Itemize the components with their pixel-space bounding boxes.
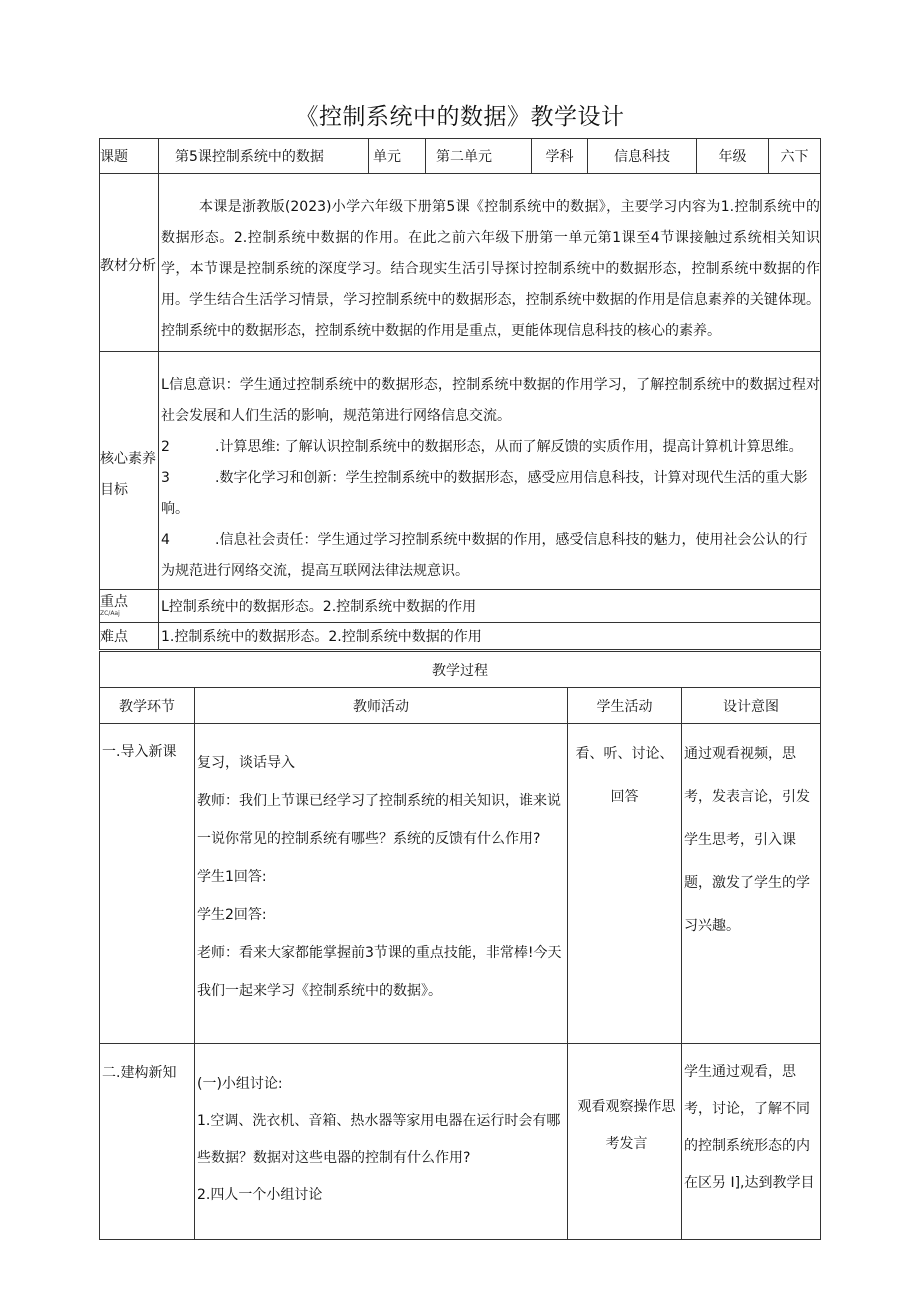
core-item-3: 3 .数字化学习和创新：学生控制系统中的数据形态，感受应用信息科技，计算对现代生活的重大影响。 [161, 470, 808, 517]
process-header: 教学过程 [100, 652, 821, 688]
info-table [99, 138, 821, 650]
col-teacher-header: 教师活动 [195, 688, 568, 724]
stage2-student: 观看观察操作思考发言 [568, 1044, 682, 1240]
stage1-teacher: 复习，谈话导入 教师：我们上节课已经学习了控制系统的相关知识，谁来说一说你常见的控制系统有哪些？系统的反馈有什么作用? 学生1回答: 学生2回答: 老师：看来大家都能掌握前3节课的重点技能，非常棒!今天我们一起来学习《控制系统中的数据》。 [195, 724, 568, 1044]
stage1-intent: 通过观看视频，思考，发表言论，引发学生思考，引入课题，激发了学生的学习兴趣。 [682, 724, 821, 1044]
core-text-cell [159, 352, 821, 590]
key-label-cell: 重点 ZC/Aaj [100, 590, 159, 623]
core-item-1: L信息意识：学生通过控制系统中的数据形态，控制系统中数据的作用学习，了解控制系统中的数据过程对社会发展和人们生活的影响，规范第进行网络信息交流。 [161, 377, 820, 424]
grade-value-cell: 六下 [769, 139, 821, 174]
stage2-teacher: (一)小组讨论: 1.空调、洗衣机、音箱、热水器等家用电器在运行时会有哪些数据？数据对这些电器的控制有什么作用? 2.四人一个小组讨论 [195, 1044, 568, 1240]
col-student-header: 学生活动 [568, 688, 682, 724]
unit-value-cell: 第二单元 [426, 139, 532, 174]
difficult-label-cell: 难点 [100, 623, 159, 650]
core-item-2: 2 .计算思维: 了解认识控制系统中的数据形态，从而了解反馈的实质作用，提高计算机计算思维。 [161, 439, 803, 455]
process-table [99, 651, 821, 1240]
stage1-name: 一.导入新课 [100, 724, 195, 1044]
core-label-cell: 核心素养目标 [100, 352, 159, 590]
col-intent-header: 设计意图 [682, 688, 821, 724]
lesson-value-cell: 第5课控制系统中的数据 [159, 139, 369, 174]
analysis-label-cell: 教材分析 [100, 174, 159, 352]
analysis-text-cell [159, 174, 821, 352]
col-stage-header: 教学环节 [100, 688, 195, 724]
key-text-cell: L控制系统中的数据形态。2.控制系统中数据的作用 [159, 590, 821, 623]
subject-label-cell: 学科 [532, 139, 588, 174]
grade-label-cell: 年级 [697, 139, 769, 174]
analysis-paragraph: 本课是浙教版(2023)小学六年级下册第5课《控制系统中的数据》，主要学习内容为1.控制系统中的数据形态。2.控制系统中数据的作用。在此之前六年级下册第一单元第1课至4节课接触过系统相关知识学，本节课是控制系统的深度学习。结合现实生活引导探讨控制系统中的数据形态，控制系统中数据的作用。学生结合生活学习情景，学习控制系统中的数据形态，控制系统中数据的作用是信息素养的关键体现。控制系统中的数据形态，控制系统中数据的作用是重点，更能体现信息科技的核心的素养。 [161, 199, 820, 339]
stage1-student: 看、听、讨论、回答 [568, 724, 682, 1044]
lesson-label-cell: 课题 [100, 139, 159, 174]
page-title: 《控制系统中的数据》教学设计 [295, 104, 625, 130]
core-item-4: 4 .信息社会责任：学生通过学习控制系统中数据的作用，感受信息科技的魅力，使用社会公认的行为规范进行网络交流，提高互联网法律法规意识。 [161, 532, 808, 579]
stage2-name: 二.建构新知 [100, 1044, 195, 1240]
unit-label-cell: 单元 [369, 139, 426, 174]
subject-value-cell: 信息科技 [588, 139, 697, 174]
stage2-intent: 学生通过观看，思考，讨论，了解不同的控制系统形态的内在区另 I],达到教学目 [682, 1044, 821, 1240]
difficult-text-cell: 1.控制系统中的数据形态。2.控制系统中数据的作用 [159, 623, 821, 650]
